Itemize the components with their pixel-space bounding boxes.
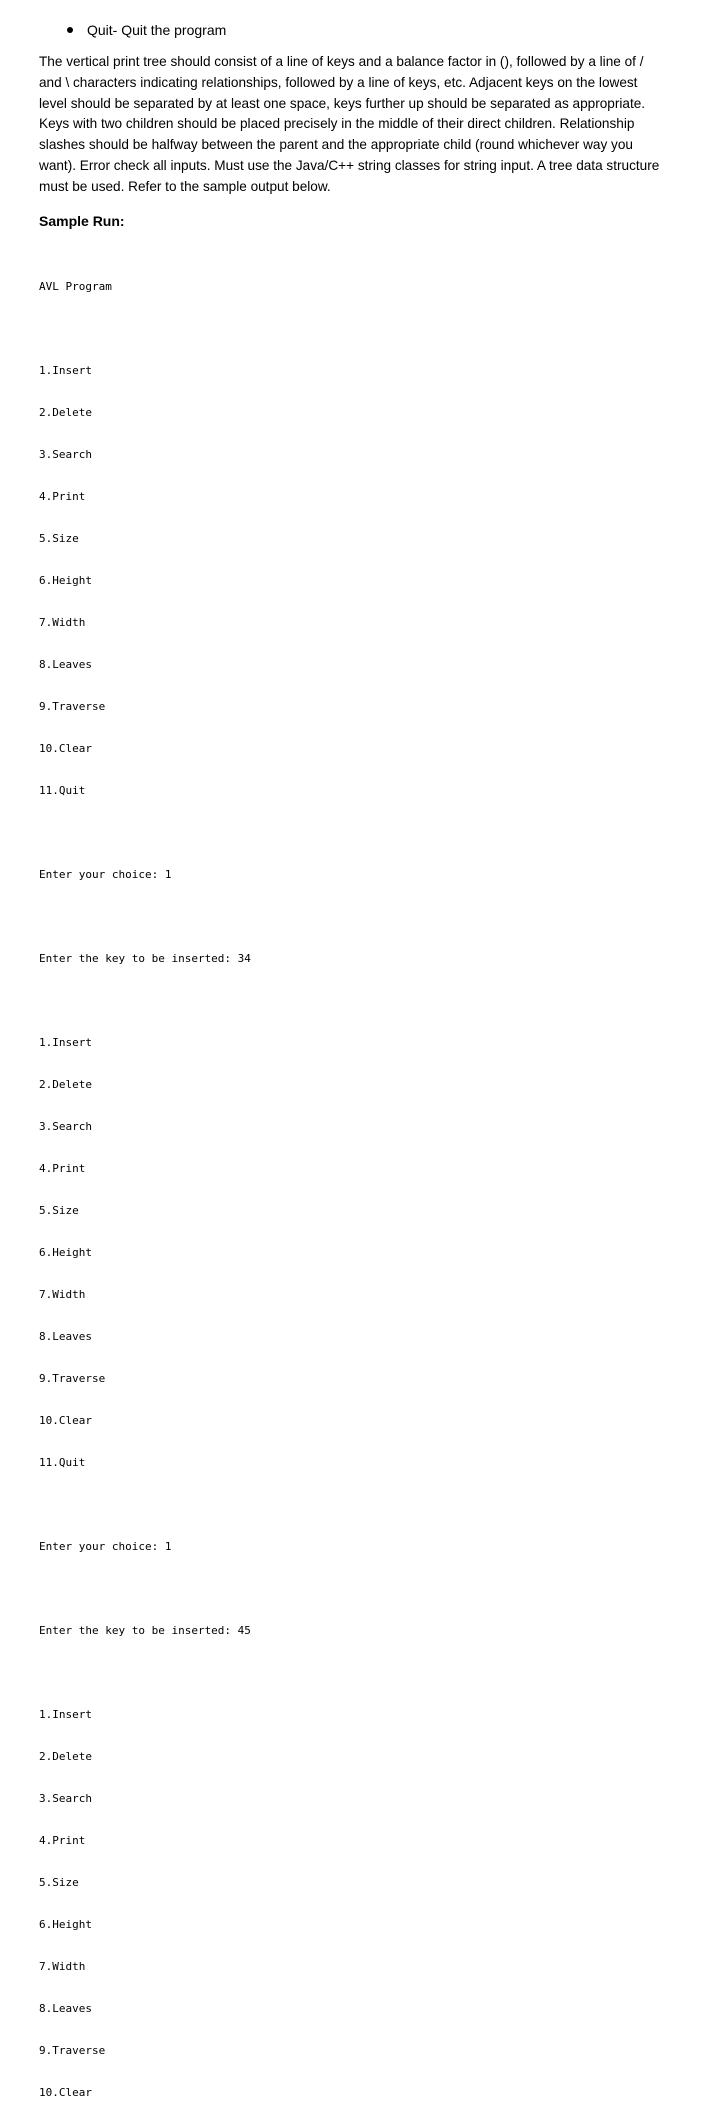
menu-option: 3.Search [39,1120,92,1133]
menu-option: 9.Traverse [39,1372,106,1385]
menu-option: 2.Delete [39,406,92,419]
menu-option: 4.Print [39,490,86,503]
paragraph-line: want). Error check all inputs. Must use the Java/C++ string classes for string input. A tree data structure [39,157,660,173]
menu-option: 7.Width [39,1288,86,1301]
menu-option: 6.Height [39,1246,92,1259]
insert-prompt: Enter the key to be inserted: 34 [39,952,251,965]
bullet-item-label: Quit- Quit the program [87,22,227,38]
menu-option: 2.Delete [39,1078,92,1091]
sample-run-heading: Sample Run: [39,213,125,229]
menu-option: 5.Size [39,532,79,545]
choice-prompt: Enter your choice: 1 [39,1540,172,1553]
insert-prompt: Enter the key to be inserted: 45 [39,1624,251,1637]
menu-option: 7.Width [39,616,86,629]
menu-option: 10.Clear [39,2086,92,2099]
paragraph-line: level should be separated by at least one space, keys further up should be separated as appropriate. [39,95,646,111]
menu-option: 3.Search [39,1792,92,1805]
menu-option: 1.Insert [39,1036,92,1049]
menu-option: 3.Search [39,448,92,461]
choice-prompt: Enter your choice: 1 [39,868,172,881]
console-title: AVL Program [39,280,112,293]
menu-option: 8.Leaves [39,1330,92,1343]
menu-option: 9.Traverse [39,2044,106,2057]
bullet-item-quit [67,20,226,40]
menu-option: 6.Height [39,1918,92,1931]
menu-option: 1.Insert [39,364,92,377]
paragraph-line: slashes should be halfway between the parent and the appropriate child (round whichever way you [39,137,633,153]
menu-option: 11.Quit [39,784,86,797]
menu-option: 1.Insert [39,1708,92,1721]
menu-option: 6.Height [39,574,92,587]
paragraph-line: Keys with two children should be placed precisely in the middle of their direct children. Relationship [39,116,635,132]
menu-option: 8.Leaves [39,2002,92,2015]
menu-option: 4.Print [39,1162,86,1175]
bullet-dot-icon [67,27,73,33]
menu-option: 8.Leaves [39,658,92,671]
menu-option: 7.Width [39,1960,86,1973]
description-paragraph [39,52,679,198]
paragraph-line: The vertical print tree should consist of a line of keys and a balance factor in (), followed by a line of / [39,54,644,69]
menu-option: 5.Size [39,1876,79,1889]
menu-option: 11.Quit [39,1456,86,1469]
menu-option: 4.Print [39,1834,86,1847]
paragraph-line: and \ characters indicating relationships, followed by a line of keys, etc. Adjacent keys on the lowest [39,74,638,90]
paragraph-line: must be used. Refer to the sample output below. [39,178,331,194]
menu-option: 5.Size [39,1204,79,1217]
menu-option: 2.Delete [39,1750,92,1763]
sample-console-output [39,252,251,2128]
menu-option: 9.Traverse [39,700,106,713]
menu-option: 10.Clear [39,1414,92,1427]
menu-option: 10.Clear [39,742,92,755]
